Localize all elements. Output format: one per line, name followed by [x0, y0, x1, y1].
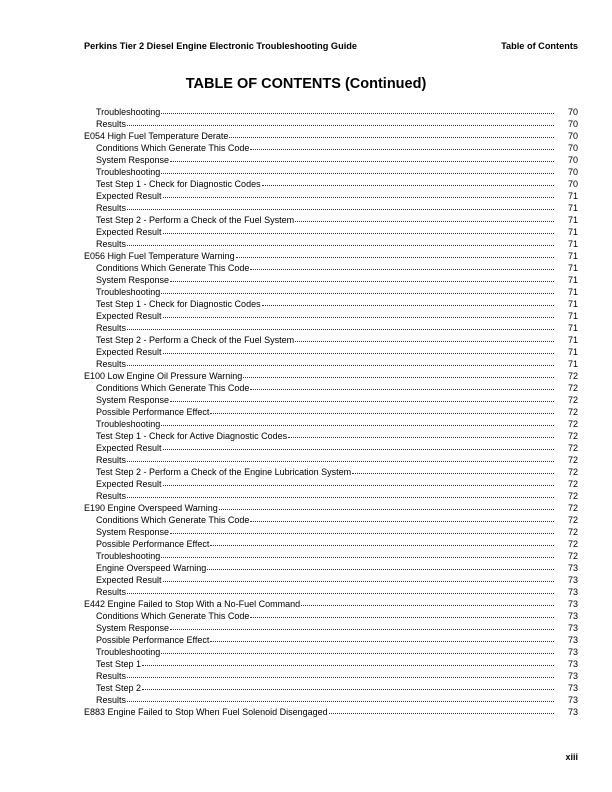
toc-entry-label: System Response	[96, 275, 170, 285]
dot-leader	[288, 429, 554, 438]
toc-entry-page: 71	[567, 335, 578, 345]
toc-entry-label: Results	[96, 203, 127, 213]
toc-entry-label: Test Step 1	[96, 659, 142, 669]
toc-entry-page: 73	[567, 599, 578, 609]
toc-entry-page: 72	[567, 383, 578, 393]
dot-leader	[243, 369, 554, 378]
dot-leader	[127, 489, 554, 498]
toc-entry-page: 72	[567, 479, 578, 489]
toc-entry-page: 71	[567, 239, 578, 249]
toc-entry-page: 71	[567, 227, 578, 237]
dot-leader	[210, 537, 554, 546]
toc-entry-page: 72	[567, 467, 578, 477]
header-section-title: Table of Contents	[501, 41, 578, 51]
toc-entry-page: 72	[567, 431, 578, 441]
dot-leader	[170, 621, 554, 630]
toc-entry-page: 72	[567, 527, 578, 537]
dot-leader	[170, 273, 554, 282]
toc-entry-label: System Response	[96, 527, 170, 537]
toc-entry-label: Troubleshooting	[96, 551, 161, 561]
dot-leader	[210, 633, 554, 642]
toc-entry-page: 71	[567, 203, 578, 213]
toc-entry-label: Conditions Which Generate This Code	[96, 383, 250, 393]
dot-leader	[163, 573, 554, 582]
dot-leader	[250, 381, 554, 390]
toc-entry-label: Test Step 1 - Check for Diagnostic Codes	[96, 179, 261, 189]
toc-entry-page: 72	[567, 539, 578, 549]
dot-leader	[170, 153, 554, 162]
toc-entry-label: Results	[96, 359, 127, 369]
dot-leader	[127, 237, 554, 246]
toc-entry-page: 73	[567, 647, 578, 657]
toc-entry-page: 70	[567, 119, 578, 129]
toc-entry-page: 71	[567, 275, 578, 285]
toc-entry-label: Results	[96, 323, 127, 333]
toc-entry-page: 70	[567, 179, 578, 189]
toc-entry-page: 70	[567, 131, 578, 141]
page-number: xiii	[565, 752, 578, 762]
dot-leader	[161, 549, 554, 558]
toc-entry-page: 72	[567, 503, 578, 513]
toc-entry-label: Conditions Which Generate This Code	[96, 263, 250, 273]
toc-entry-label: Results	[96, 455, 127, 465]
toc-entry-page: 70	[567, 155, 578, 165]
toc-entry-page: 70	[567, 143, 578, 153]
toc-entry-label: Troubleshooting	[96, 167, 161, 177]
toc-entry-page: 71	[567, 287, 578, 297]
toc-entry-label: Conditions Which Generate This Code	[96, 143, 250, 153]
dot-leader	[161, 417, 554, 426]
toc-entry-page: 73	[567, 683, 578, 693]
toc-entry-page: 72	[567, 395, 578, 405]
toc-entry-page: 70	[567, 167, 578, 177]
dot-leader	[127, 321, 554, 330]
toc-entry-label: Test Step 2 - Perform a Check of the Fuel System	[96, 215, 295, 225]
dot-leader	[163, 345, 554, 354]
toc-entry-label: Conditions Which Generate This Code	[96, 515, 250, 525]
dot-leader	[127, 453, 554, 462]
toc-entry-label: E054 High Fuel Temperature Derate	[84, 131, 229, 141]
toc-entry-page: 71	[567, 215, 578, 225]
toc-entry-page: 72	[567, 551, 578, 561]
dot-leader	[127, 357, 554, 366]
dot-leader	[163, 189, 554, 198]
toc-entry-label: Results	[96, 491, 127, 501]
toc-entry-label: Results	[96, 671, 127, 681]
dot-leader	[127, 585, 554, 594]
toc-entry-label: Results	[96, 239, 127, 249]
dot-leader	[142, 681, 554, 690]
dot-leader	[163, 225, 554, 234]
dot-leader	[161, 285, 554, 294]
toc-entry-label: Engine Overspeed Warning	[96, 563, 207, 573]
dot-leader	[250, 141, 554, 150]
dot-leader	[142, 657, 554, 666]
toc-entry-label: Test Step 2 - Perform a Check of the Engine Lubrication System	[96, 467, 352, 477]
toc-entry-label: System Response	[96, 623, 170, 633]
dot-leader	[295, 333, 554, 342]
dot-leader	[262, 297, 554, 306]
toc-entry-label: Test Step 1 - Check for Diagnostic Codes	[96, 299, 261, 309]
page-title: TABLE OF CONTENTS (Continued)	[185, 76, 427, 92]
toc-entry-label: Expected Result	[96, 311, 162, 321]
toc-entry-page: 71	[567, 251, 578, 261]
toc-entry-page: 71	[567, 191, 578, 201]
dot-leader	[236, 249, 554, 258]
dot-leader	[170, 525, 554, 534]
toc-entry-page: 73	[567, 695, 578, 705]
dot-leader	[127, 669, 554, 678]
toc-entry-label: System Response	[96, 395, 170, 405]
running-header	[84, 41, 578, 51]
dot-leader	[262, 177, 554, 186]
toc-entry-label: Troubleshooting	[96, 287, 161, 297]
toc-entry-page: 71	[567, 323, 578, 333]
toc-entry-page: 71	[567, 299, 578, 309]
toc-entry-page: 71	[567, 311, 578, 321]
toc-entry-page: 73	[567, 659, 578, 669]
toc-entry-label: Test Step 1 - Check for Active Diagnostic Codes	[96, 431, 288, 441]
toc-entry-label: E442 Engine Failed to Stop With a No-Fuel Command	[84, 599, 301, 609]
toc-entry-page: 71	[567, 359, 578, 369]
dot-leader	[219, 501, 554, 510]
toc-entry-label: Possible Performance Effect	[96, 635, 210, 645]
toc-entry-label: E883 Engine Failed to Stop When Fuel Solenoid Disengaged	[84, 707, 328, 717]
toc-entry-page: 73	[567, 671, 578, 681]
toc-entry-label: Expected Result	[96, 347, 162, 357]
toc-entry-label: Results	[96, 119, 127, 129]
dot-leader	[163, 477, 554, 486]
dot-leader	[229, 129, 554, 138]
toc-entry-label: Expected Result	[96, 575, 162, 585]
toc-entry-label: Expected Result	[96, 227, 162, 237]
toc-list	[84, 106, 578, 718]
toc-entry-label: Troubleshooting	[96, 647, 161, 657]
toc-entry-label: Expected Result	[96, 479, 162, 489]
toc-entry-page: 72	[567, 371, 578, 381]
toc-entry-label: Troubleshooting	[96, 419, 161, 429]
dot-leader	[161, 165, 554, 174]
toc-entry-page: 71	[567, 347, 578, 357]
toc-entry-label: Expected Result	[96, 443, 162, 453]
dot-leader	[127, 693, 554, 702]
toc-entry-page: 73	[567, 575, 578, 585]
dot-leader	[163, 441, 554, 450]
dot-leader	[161, 645, 554, 654]
toc-entry-page: 72	[567, 419, 578, 429]
toc-entry-label: Expected Result	[96, 191, 162, 201]
dot-leader	[207, 561, 554, 570]
toc-entry-label: Conditions Which Generate This Code	[96, 611, 250, 621]
dot-leader	[127, 201, 554, 210]
toc-entry-page: 71	[567, 263, 578, 273]
toc-entry-label: Troubleshooting	[96, 107, 161, 117]
toc-entry-page: 73	[567, 611, 578, 621]
dot-leader	[295, 213, 554, 222]
toc-entry-page: 72	[567, 407, 578, 417]
toc-entry-page: 72	[567, 455, 578, 465]
toc-entry-label: Results	[96, 587, 127, 597]
dot-leader	[163, 309, 554, 318]
toc-entry-page: 73	[567, 635, 578, 645]
toc-entry-page: 73	[567, 623, 578, 633]
toc-entry-page: 73	[567, 563, 578, 573]
toc-entry-label: E056 High Fuel Temperature Warning	[84, 251, 235, 261]
toc-entry-label: E190 Engine Overspeed Warning	[84, 503, 218, 513]
toc-entry-label: Test Step 2	[96, 683, 142, 693]
toc-entry-label: E100 Low Engine Oil Pressure Warning	[84, 371, 243, 381]
dot-leader	[301, 597, 554, 606]
dot-leader	[352, 465, 554, 474]
dot-leader	[250, 609, 554, 618]
dot-leader	[210, 405, 554, 414]
toc-entry-page: 72	[567, 515, 578, 525]
dot-leader	[329, 705, 554, 714]
toc-entry-page: 73	[567, 707, 578, 717]
toc-entry-page: 72	[567, 443, 578, 453]
dot-leader	[250, 261, 554, 270]
dot-leader	[170, 393, 554, 402]
dot-leader	[161, 105, 554, 114]
dot-leader	[250, 513, 554, 522]
toc-entry-page: 73	[567, 587, 578, 597]
toc-entry-label: Possible Performance Effect	[96, 407, 210, 417]
toc-entry-label: Test Step 2 - Perform a Check of the Fuel System	[96, 335, 295, 345]
toc-entry-page: 70	[567, 107, 578, 117]
toc-entry-label: Possible Performance Effect	[96, 539, 210, 549]
toc-entry-page: 72	[567, 491, 578, 501]
dot-leader	[127, 117, 554, 126]
toc-section-entry[interactable]	[84, 706, 578, 718]
header-document-title: Perkins Tier 2 Diesel Engine Electronic Troubleshooting Guide	[84, 41, 357, 51]
toc-entry-label: Results	[96, 695, 127, 705]
toc-entry-label: System Response	[96, 155, 170, 165]
